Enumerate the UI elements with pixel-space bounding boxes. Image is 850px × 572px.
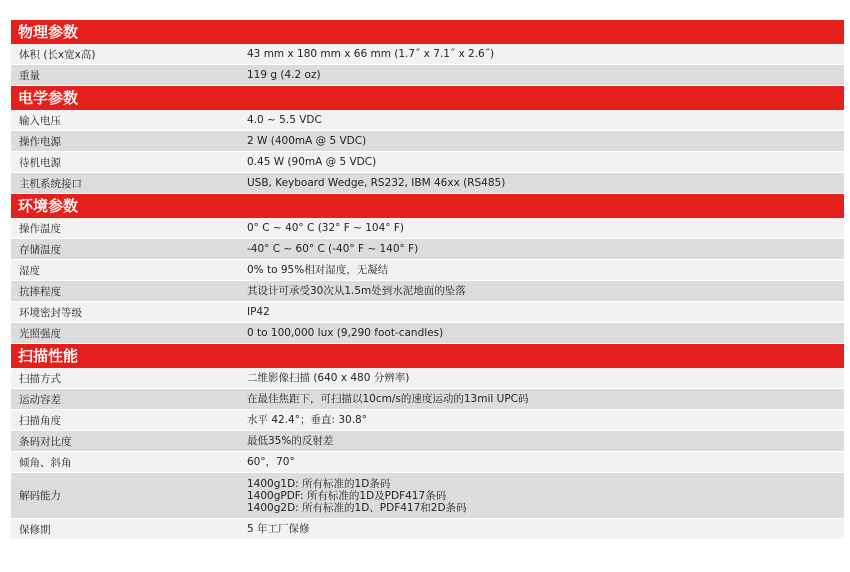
spec-value-line: 在最佳焦距下，可扫描以10cm/s的速度运动的13mil UPC码 xyxy=(247,393,529,405)
spec-row xyxy=(11,65,844,86)
spec-row xyxy=(11,323,844,344)
spec-value xyxy=(247,114,844,126)
spec-row xyxy=(11,173,844,194)
spec-row xyxy=(11,110,844,131)
spec-row xyxy=(11,431,844,452)
spec-value-line: 0° C ~ 40° C (32° F ~ 104° F) xyxy=(247,222,405,234)
spec-value-line: 43 mm x 180 mm x 66 mm (1.7˝ x 7.1˝ x 2.6˝) xyxy=(247,48,495,60)
spec-row xyxy=(11,44,844,65)
spec-value xyxy=(247,327,844,339)
spec-label: 主机系统接口 xyxy=(19,177,82,190)
spec-label: 输入电压 xyxy=(19,114,61,127)
spec-value-line: 5 年工厂保修 xyxy=(247,523,310,535)
spec-row xyxy=(11,452,844,473)
spec-row xyxy=(11,281,844,302)
spec-value xyxy=(247,435,844,447)
spec-value xyxy=(247,285,844,297)
spec-value-line: 119 g (4.2 oz) xyxy=(247,69,321,81)
spec-value-line: 最低35%的反射差 xyxy=(247,435,334,447)
spec-value-line: 水平 42.4°；垂直: 30.8° xyxy=(247,414,367,426)
spec-label: 环境密封等级 xyxy=(19,306,82,319)
spec-label: 光照强度 xyxy=(19,327,61,340)
spec-label: 条码对比度 xyxy=(19,435,72,448)
spec-table xyxy=(11,20,844,540)
spec-value-line: 其设计可承受30次从1.5m处到水泥地面的坠落 xyxy=(247,285,466,297)
spec-row xyxy=(11,152,844,173)
spec-value-line: USB, Keyboard Wedge, RS232, IBM 46xx (RS485) xyxy=(247,177,506,189)
spec-label: 操作电源 xyxy=(19,135,61,148)
spec-label: 运动容差 xyxy=(19,393,61,406)
spec-value-line: IP42 xyxy=(247,306,270,318)
spec-value-line: 0.45 W (90mA @ 5 VDC) xyxy=(247,156,377,168)
spec-value-line: 二维影像扫描 (640 x 480 分辨率) xyxy=(247,372,410,384)
spec-value-line: 1400gPDF: 所有标准的1D及PDF417条码 xyxy=(247,489,447,502)
spec-value-line: 0 to 100,000 lux (9,290 foot-candles) xyxy=(247,327,444,339)
spec-label: 操作温度 xyxy=(19,222,61,235)
section-header: 物理参数 xyxy=(11,20,844,44)
spec-value xyxy=(247,478,844,514)
spec-row xyxy=(11,131,844,152)
spec-row xyxy=(11,302,844,323)
spec-row xyxy=(11,389,844,410)
spec-value xyxy=(247,48,844,60)
spec-value-line: 1400g1D: 所有标准的1D条码 xyxy=(247,477,391,490)
spec-value xyxy=(247,243,844,255)
spec-row xyxy=(11,473,844,519)
spec-value xyxy=(247,222,844,234)
spec-row xyxy=(11,519,844,540)
section-header: 电学参数 xyxy=(11,86,844,110)
spec-label: 体积 (长x宽x高) xyxy=(19,48,96,61)
spec-value-line: 60°，70° xyxy=(247,456,295,468)
spec-row xyxy=(11,260,844,281)
spec-label: 湿度 xyxy=(19,264,40,277)
spec-value-line: 2 W (400mA @ 5 VDC) xyxy=(247,135,367,147)
spec-label: 待机电源 xyxy=(19,156,61,169)
spec-label: 扫描角度 xyxy=(19,414,61,427)
spec-value xyxy=(247,177,844,189)
spec-label: 存储温度 xyxy=(19,243,61,256)
spec-value-line: 1400g2D: 所有标准的1D、PDF417和2D条码 xyxy=(247,501,467,514)
section-header: 扫描性能 xyxy=(11,344,844,368)
spec-value xyxy=(247,414,844,426)
spec-label: 扫描方式 xyxy=(19,372,61,385)
spec-value xyxy=(247,393,844,405)
spec-value xyxy=(247,523,844,535)
spec-row xyxy=(11,410,844,431)
section-header: 环境参数 xyxy=(11,194,844,218)
spec-value xyxy=(247,264,844,276)
spec-label: 解码能力 xyxy=(19,490,61,502)
spec-value xyxy=(247,156,844,168)
spec-value xyxy=(247,69,844,81)
spec-label: 倾角、斜角 xyxy=(19,456,72,469)
spec-label: 重量 xyxy=(19,69,40,82)
spec-row xyxy=(11,239,844,260)
spec-value-line: -40° C ~ 60° C (-40° F ~ 140° F) xyxy=(247,243,419,255)
spec-value-line: 4.0 ~ 5.5 VDC xyxy=(247,114,322,126)
spec-label: 保修期 xyxy=(19,523,51,536)
spec-value xyxy=(247,306,844,318)
spec-row xyxy=(11,368,844,389)
spec-value-line: 0% to 95%相对湿度，无凝结 xyxy=(247,264,389,276)
spec-value xyxy=(247,456,844,468)
spec-value xyxy=(247,135,844,147)
spec-row xyxy=(11,218,844,239)
spec-label: 抗摔程度 xyxy=(19,285,61,298)
spec-value xyxy=(247,372,844,384)
